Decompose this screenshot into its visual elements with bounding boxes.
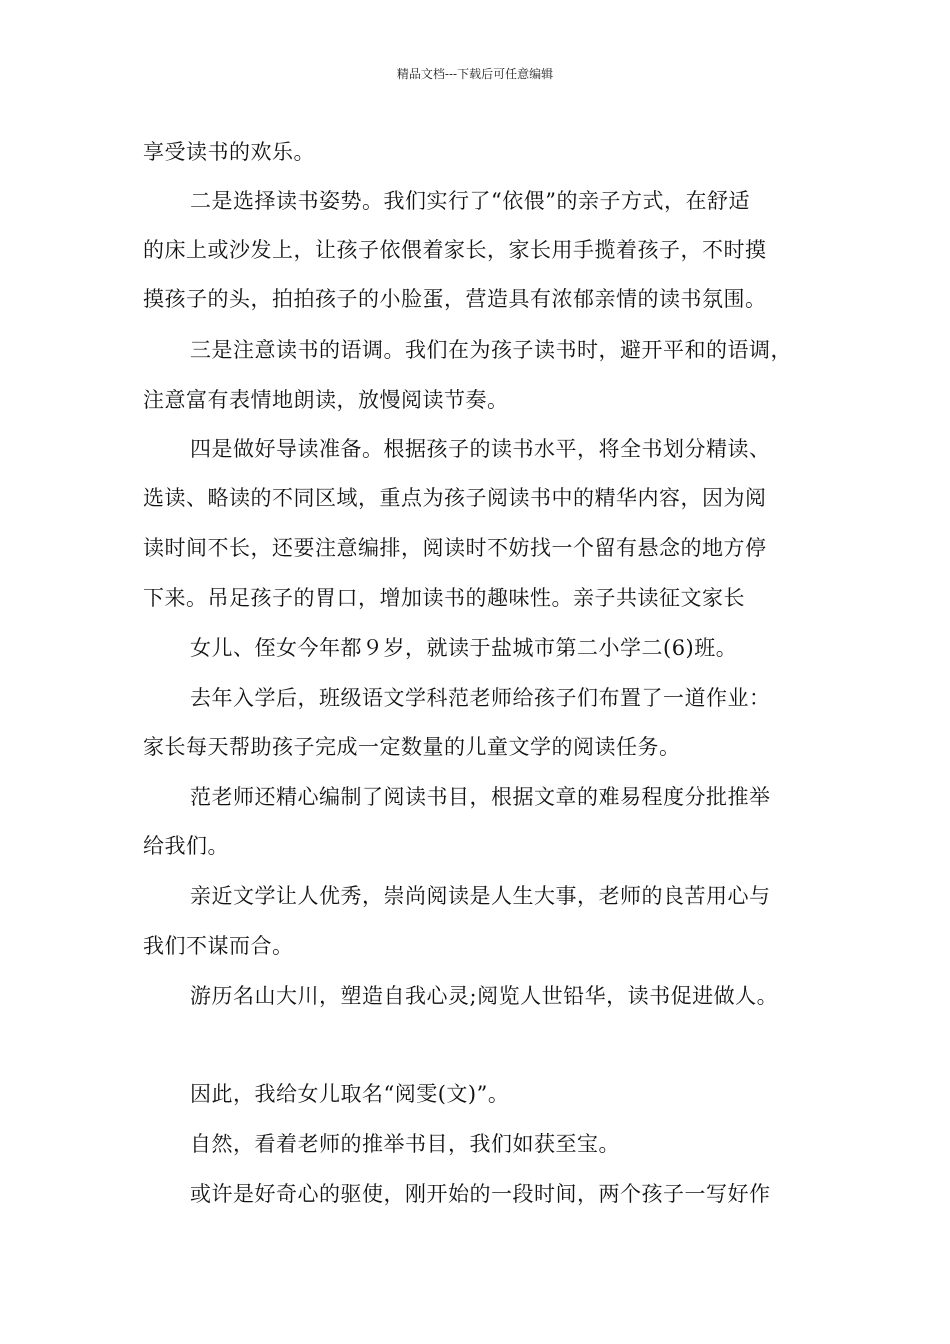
body-line: 二是选择读书姿势。我们实行了“依偎”的亲子方式，在舒适 [190, 189, 750, 213]
body-line: 自然，看着老师的推举书目，我们如获至宝。 [190, 1132, 620, 1156]
body-line: 家长每天帮助孩子完成一定数量的儿童文学的阅读任务。 [143, 735, 681, 759]
body-line: 注意富有表情地朗读，放慢阅读节奏。 [143, 388, 509, 412]
body-line: 给我们。 [143, 834, 229, 858]
body-line: 范老师还精心编制了阅读书目，根据文章的难易程度分批推举 [190, 785, 771, 809]
body-line: 因此，我给女儿取名“阅雯(文)”。 [190, 1082, 510, 1106]
body-line: 摸孩子的头，拍拍孩子的小脸蛋，营造具有浓郁亲情的读书氛围。 [143, 287, 767, 311]
body-line: 选读、略读的不同区域，重点为孩子阅读书中的精华内容，因为阅 [143, 486, 767, 510]
body-line: 三是注意读书的语调。我们在为孩子读书时，避开平和的语调， [190, 338, 792, 362]
body-line: 我们不谋而合。 [143, 934, 294, 958]
body-line: 读时间不长，还要注意编排，阅读时不妨找一个留有悬念的地方停 [143, 536, 767, 560]
body-line: 女儿、侄女今年都９岁，就读于盐城市第二小学二(6)班。 [190, 636, 738, 660]
body-line: 享受读书的欢乐。 [143, 140, 315, 164]
body-line: 或许是好奇心的驱使，刚开始的一段时间，两个孩子一写好作 [190, 1182, 771, 1206]
page-header: 精品文档---下载后可任意编辑 [396, 67, 554, 81]
body-line: 四是做好导读准备。根据孩子的读书水平，将全书划分精读、 [190, 437, 771, 461]
body-line: 的床上或沙发上，让孩子依偎着家长，家长用手揽着孩子，不时摸 [143, 238, 767, 262]
body-line: 去年入学后，班级语文学科范老师给孩子们布置了一道作业： [190, 686, 771, 710]
body-line: 下来。吊足孩子的胃口，增加读书的趣味性。亲子共读征文家长 [143, 586, 745, 610]
body-line: 亲近文学让人优秀，崇尚阅读是人生大事，老师的良苦用心与 [190, 884, 771, 908]
body-line: 游历名山大川，塑造自我心灵;阅览人世铅华，读书促进做人。 [190, 984, 779, 1008]
